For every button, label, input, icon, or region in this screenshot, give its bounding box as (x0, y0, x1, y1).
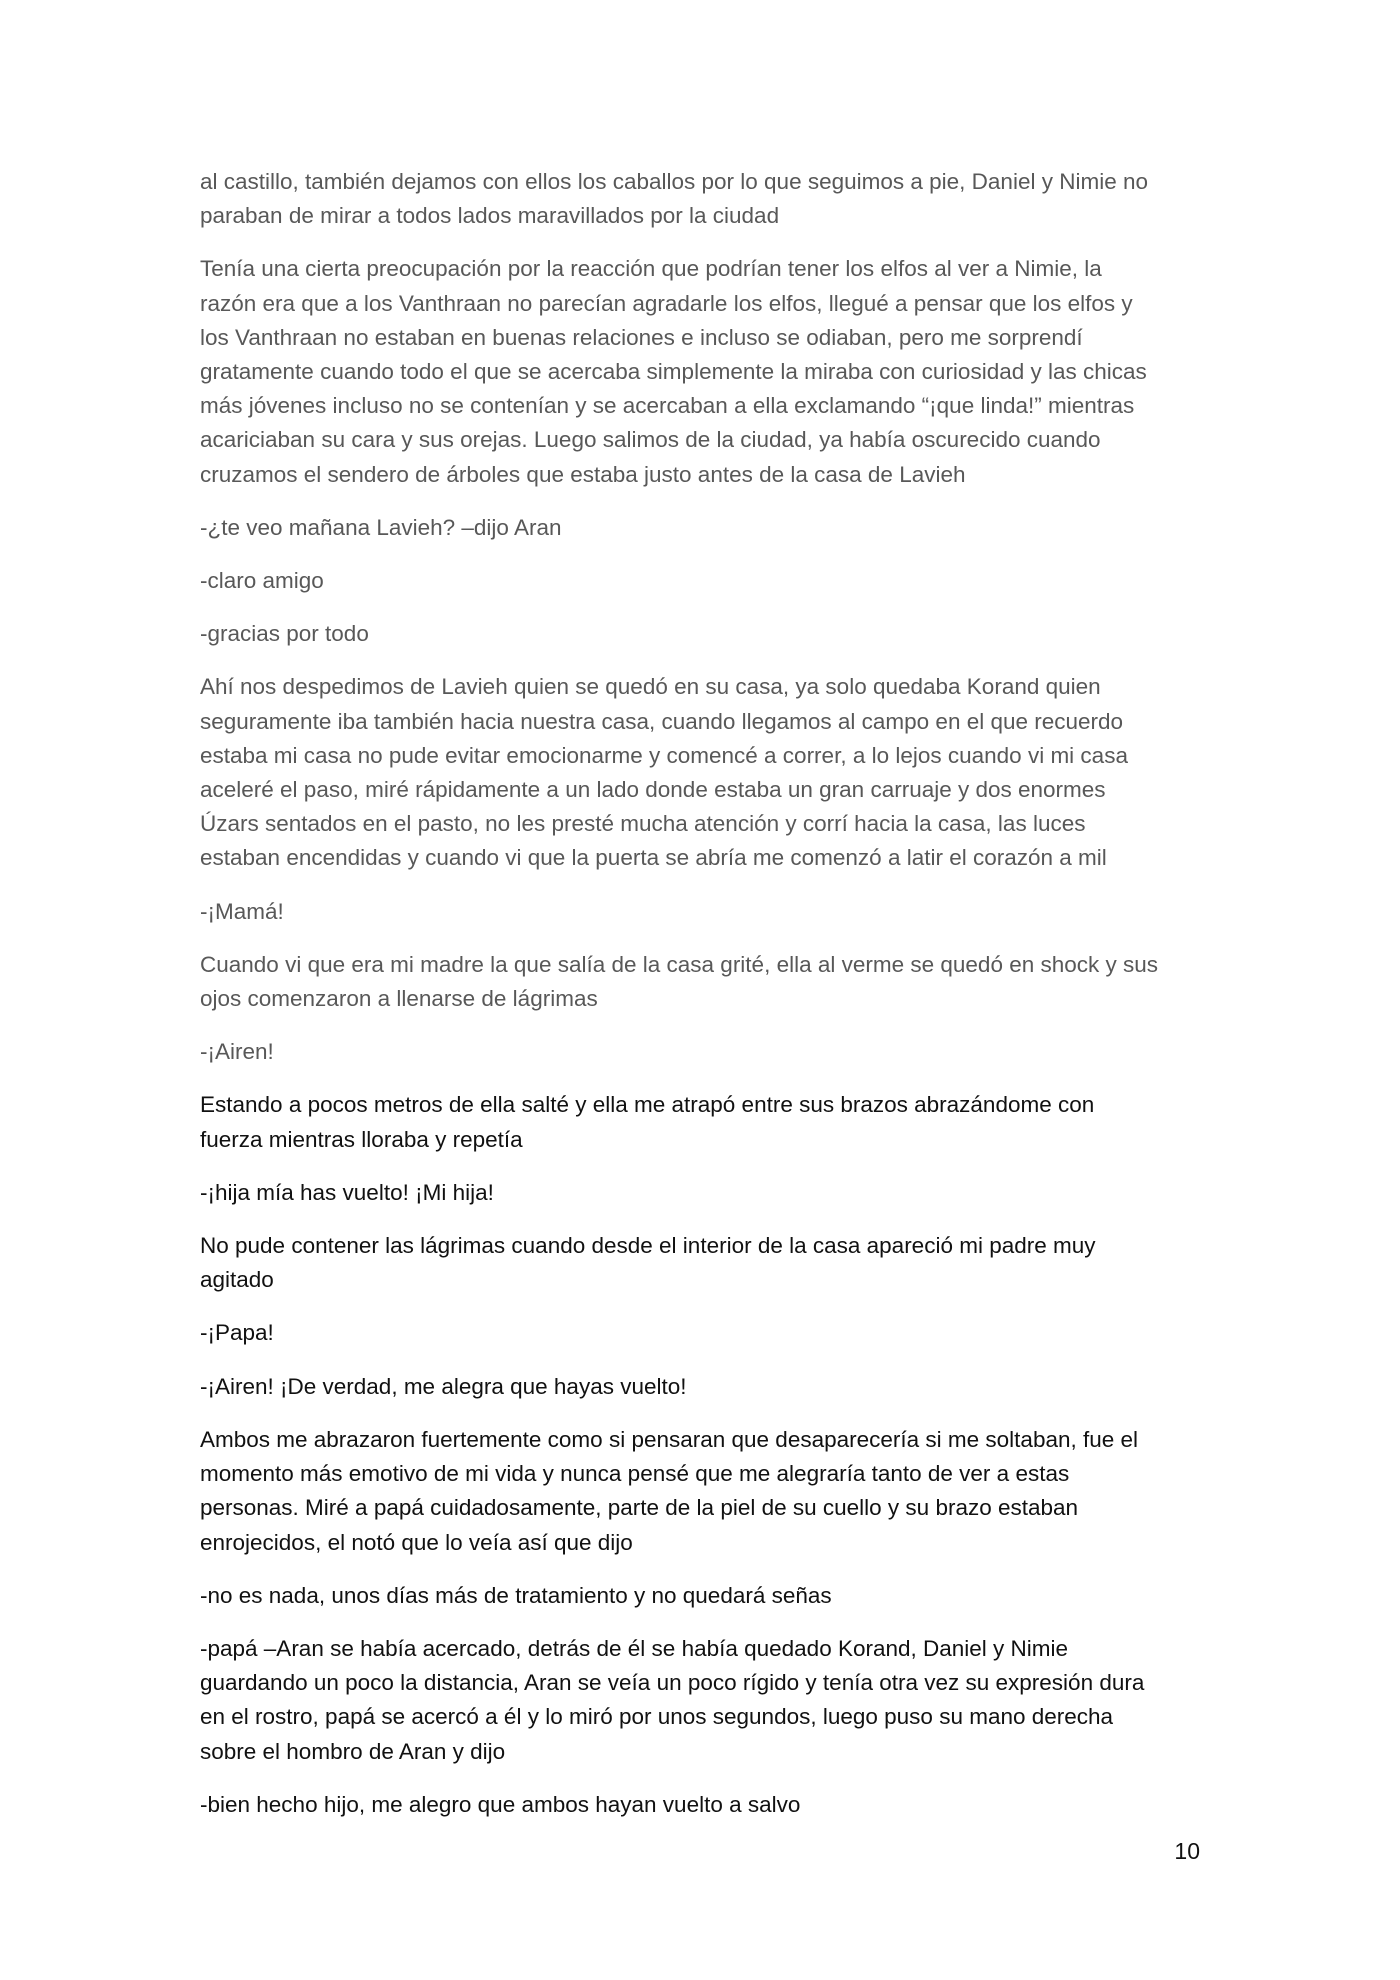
text-line: Cuando vi que era mi madre la que salía de la casa grité, ella al verme se quedó en shock y sus (200, 951, 1159, 977)
text-line: razón era que a los Vanthraan no parecían agradarle los elfos, llegué a pensar que los elfos y (200, 290, 1133, 316)
text-line: enrojecidos, el notó que lo veía así que dijo (200, 1529, 633, 1555)
text-line: sobre el hombro de Aran y dijo (200, 1738, 506, 1764)
text-line: momento más emotivo de mi vida y nunca pensé que me alegraría tanto de ver a estas (200, 1461, 1070, 1487)
text-line: -gracias por todo (200, 621, 369, 647)
text-line: -¡Airen! (200, 1039, 274, 1065)
text-line: estaba mi casa no pude evitar emocionarme y comencé a correr, a lo lejos cuando vi mi casa (200, 742, 1128, 768)
paragraph (200, 1370, 1200, 1404)
text-line: guardando un poco la distancia, Aran se veía un poco rígido y tenía otra vez su expresión dura (200, 1670, 1145, 1696)
text-line: cruzamos el sendero de árboles que estaba justo antes de la casa de Lavieh (200, 461, 966, 487)
text-line: Úzars sentados en el pasto, no les presté mucha atención y corrí hacia la casa, las luces (200, 811, 1086, 837)
text-line: paraban de mirar a todos lados maravillados por la ciudad (200, 203, 780, 229)
paragraph (200, 1579, 1200, 1613)
text-line: Ahí nos despedimos de Lavieh quien se quedó en su casa, ya solo quedaba Korand quien (200, 674, 1101, 700)
text-line: Estando a pocos metros de ella salté y ella me atrapó entre sus brazos abrazándome con (200, 1092, 1095, 1118)
text-line: personas. Miré a papá cuidadosamente, parte de la piel de su cuello y su brazo estaban (200, 1495, 1079, 1521)
paragraph (200, 1632, 1200, 1769)
text-line: -no es nada, unos días más de tratamiento y no quedará señas (200, 1582, 832, 1608)
paragraph (200, 1229, 1200, 1297)
paragraph (200, 511, 1200, 545)
text-line: seguramente iba también hacia nuestra casa, cuando llegamos al campo en el que recuerdo (200, 708, 1124, 734)
text-line: ojos comenzaron a llenarse de lágrimas (200, 986, 598, 1012)
text-line: -claro amigo (200, 568, 324, 594)
paragraph (200, 670, 1200, 875)
paragraph (200, 1316, 1200, 1350)
paragraph (200, 252, 1200, 491)
text-line: agitado (200, 1267, 274, 1293)
text-line: al castillo, también dejamos con ellos los caballos por lo que seguimos a pie, Daniel y Nimie no (200, 169, 1148, 194)
text-line: Ambos me abrazaron fuertemente como si pensaran que desaparecería si me soltaban, fue el (200, 1426, 1139, 1452)
text-line: acariciaban su cara y sus orejas. Luego salimos de la ciudad, ya había oscurecido cuando (200, 427, 1101, 453)
text-line: -¡hija mía has vuelto! ¡Mi hija! (200, 1179, 494, 1205)
text-line: aceleré el paso, miré rápidamente a un lado donde estaba un gran carruaje y dos enormes (200, 777, 1106, 803)
text-line: -¡Papa! (200, 1320, 274, 1346)
paragraph (200, 895, 1200, 929)
paragraph (200, 948, 1200, 1016)
text-line: -bien hecho hijo, me alegro que ambos hayan vuelto a salvo (200, 1791, 801, 1817)
text-line: No pude contener las lágrimas cuando desde el interior de la casa apareció mi padre muy (200, 1233, 1096, 1259)
text-line: en el rostro, papá se acercó a él y lo miró por unos segundos, luego puso su mano derecha (200, 1704, 1114, 1730)
paragraph (200, 617, 1200, 651)
text-line: fuerza mientras lloraba y repetía (200, 1126, 523, 1152)
paragraph (200, 564, 1200, 598)
paragraph (200, 1088, 1200, 1156)
text-line: más jóvenes incluso no se contenían y se acercaban a ella exclamando “¡que linda!” mientras (200, 393, 1135, 419)
text-line: -¡Mamá! (200, 898, 284, 924)
text-line: -papá –Aran se había acercado, detrás de él se había quedado Korand, Daniel y Nimie (200, 1635, 1069, 1661)
paragraph (200, 1423, 1200, 1560)
text-line: estaban encendidas y cuando vi que la puerta se abría me comenzó a latir el corazón a mil (200, 845, 1107, 871)
text-line: Tenía una cierta preocupación por la reacción que podrían tener los elfos al ver a Nimie, la (200, 256, 1102, 282)
paragraph (200, 1035, 1200, 1069)
text-line: -¡Airen! ¡De verdad, me alegra que hayas vuelto! (200, 1373, 687, 1399)
paragraph (200, 1176, 1200, 1210)
text-line: -¿te veo mañana Lavieh? –dijo Aran (200, 514, 562, 540)
text-line: los Vanthraan no estaban en buenas relaciones e incluso se odiaban, pero me sorprendí (200, 324, 1083, 350)
document-body (200, 165, 1200, 1841)
paragraph (200, 1788, 1200, 1822)
text-line: gratamente cuando todo el que se acercaba simplemente la miraba con curiosidad y las chicas (200, 359, 1147, 385)
page-number: 10 (1174, 1838, 1200, 1864)
paragraph (200, 165, 1200, 233)
